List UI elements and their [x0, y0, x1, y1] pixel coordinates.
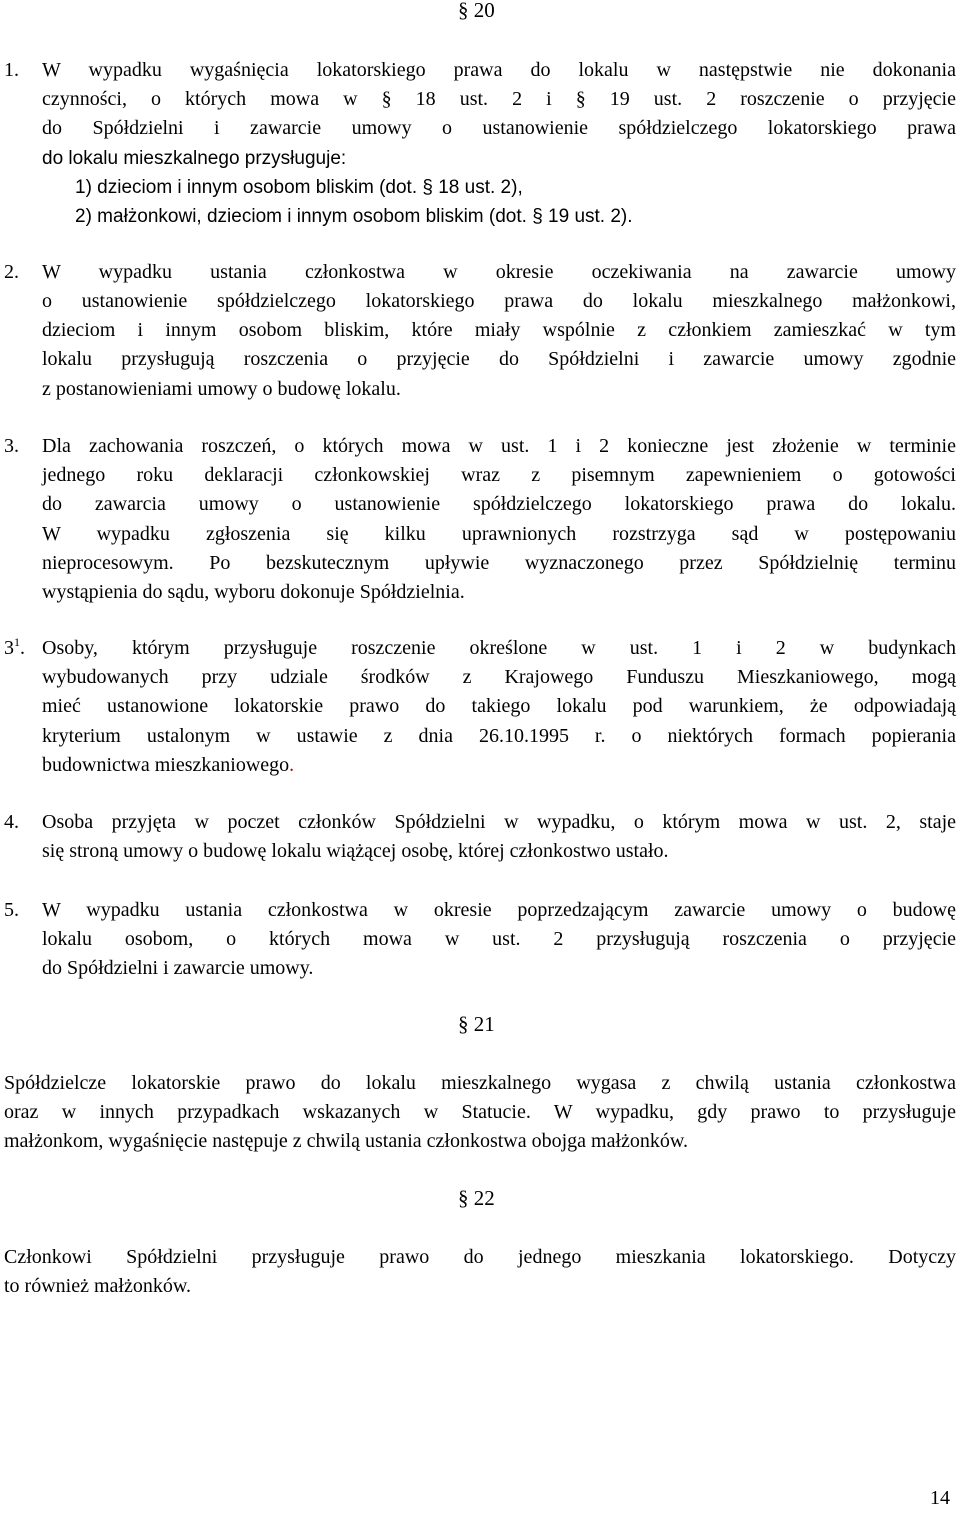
- paragraph-22: [4, 1243, 956, 1301]
- section-heading-20: § 20: [458, 0, 495, 22]
- paragraph-number-2: 2.: [4, 261, 19, 283]
- text-line: lokalu osobom, o których mowa w ust. 2 przysługują roszczenia o przyjęcie: [42, 928, 956, 951]
- text-line: to również małżonków.: [4, 1275, 191, 1298]
- text-line: dzieciom i innym osobom bliskim, które miały wspólnie z członkiem zamieszkać w tym: [42, 319, 956, 342]
- text-line: W wypadku ustania członkostwa w okresie oczekiwania na zawarcie umowy: [42, 261, 956, 283]
- text-line: jednego roku deklaracji członkowskiej wraz z pisemnym zapewnieniem o gotowości: [42, 464, 956, 487]
- paragraph-20-3-1: [42, 634, 956, 780]
- text-line: do Spółdzielni i zawarcie umowy.: [42, 957, 314, 980]
- paragraph-20-1: [42, 56, 956, 231]
- paragraph-number-5: 5.: [4, 899, 19, 921]
- number-dot: .: [20, 637, 25, 659]
- paragraph-number-1: 1.: [4, 59, 19, 81]
- text-line: [42, 751, 956, 780]
- text-line: do lokalu mieszkalnego przysługuje:: [42, 147, 347, 169]
- text-line: czynności, o których mowa w § 18 ust. 2 i § 19 ust. 2 roszczenie o przyjęcie: [42, 88, 956, 111]
- text-line: do zawarcia umowy o ustanowienie spółdzielczego lokatorskiego prawa do lokalu.: [42, 493, 956, 516]
- section-heading-22: § 22: [458, 1186, 495, 1210]
- text-line: W wypadku ustania członkostwa w okresie poprzedzającym zawarcie umowy o budowę: [42, 899, 956, 921]
- paragraph-20-2: [42, 287, 956, 404]
- paragraph-number-3-1: [4, 634, 25, 663]
- red-period: .: [289, 753, 295, 776]
- text-line: kryterium ustalonym w ustawie z dnia 26.10.1995 r. o niektórych formach popierania: [42, 724, 956, 747]
- paragraph-number-4: 4.: [4, 811, 19, 833]
- paragraph-number-3: 3.: [4, 435, 19, 457]
- text-line: Członkowi Spółdzielni przysługuje prawo do jednego mieszkania lokatorskiego. Dotyczy: [4, 1246, 956, 1268]
- text-line: lokalu przysługują roszczenia o przyjęcie do Spółdzielni i zawarcie umowy zgodnie: [42, 348, 956, 371]
- text-line: Osoba przyjęta w poczet członków Spółdzielni w wypadku, o którym mowa w ust. 2, staje: [42, 811, 956, 833]
- paragraph-20-5: [42, 896, 956, 984]
- text-line: wystąpienia do sądu, wyboru dokonuje Spółdzielnia.: [42, 581, 465, 604]
- text-line: z postanowieniami umowy o budowę lokalu.: [42, 377, 401, 400]
- text-line: W wypadku wygaśnięcia lokatorskiego prawa do lokalu w następstwie nie dokonania: [42, 59, 956, 81]
- text-line: W wypadku zgłoszenia się kilku uprawnionych rozstrzyga sąd w postępowaniu: [42, 522, 956, 545]
- text-line: mieć ustanowione lokatorskie prawo do takiego lokalu pod warunkiem, że odpowiadają: [42, 695, 956, 718]
- text-line: Dla zachowania roszczeń, o których mowa w ust. 1 i 2 konieczne jest złożenie w terminie: [42, 435, 956, 457]
- text-segment: budownictwa mieszkaniowego: [42, 753, 290, 776]
- page-number: 14: [930, 1487, 950, 1509]
- text-line: nieprocesowym. Po bezskutecznym upływie wyznaczonego przez Spółdzielnię terminu: [42, 551, 956, 574]
- paragraph-21: [4, 1069, 956, 1157]
- number-superscript: 1: [14, 635, 20, 649]
- text-line: małżonkom, wygaśnięcie następuje z chwilą ustania członkostwa obojga małżonków.: [4, 1130, 689, 1153]
- text-line: się stroną umowy o budowę lokalu wiążącej osobę, której członkostwo ustało.: [42, 840, 669, 863]
- paragraph-20-3: [42, 432, 956, 607]
- paragraph-20-4: [42, 808, 956, 866]
- text-line: oraz w innych przypadkach wskazanych w Statucie. W wypadku, gdy prawo to przysługuje: [4, 1101, 956, 1124]
- text-line: o ustanowienie spółdzielczego lokatorskiego prawa do lokalu mieszkalnego małżonkowi,: [42, 290, 956, 312]
- paragraph-20-2-first: [42, 258, 956, 287]
- number-base: 3: [4, 637, 14, 659]
- text-line: Osoby, którym przysługuje roszczenie określone w ust. 1 i 2 w budynkach: [42, 637, 956, 659]
- text-line: do Spółdzielni i zawarcie umowy o ustanowienie spółdzielczego lokatorskiego prawa: [42, 117, 956, 140]
- section-heading-21: § 21: [458, 1012, 495, 1036]
- list-item-2: 2) małżonkowi, dzieciom i innym osobom bliskim (dot. § 19 ust. 2).: [75, 206, 633, 228]
- text-line: Spółdzielcze lokatorskie prawo do lokalu mieszkalnego wygasa z chwilą ustania członkostwa: [4, 1072, 956, 1094]
- text-line: wybudowanych przy udziale środków z Krajowego Funduszu Mieszkaniowego, mogą: [42, 666, 956, 689]
- list-item-1: 1) dzieciom i innym osobom bliskim (dot. § 18 ust. 2),: [75, 176, 523, 198]
